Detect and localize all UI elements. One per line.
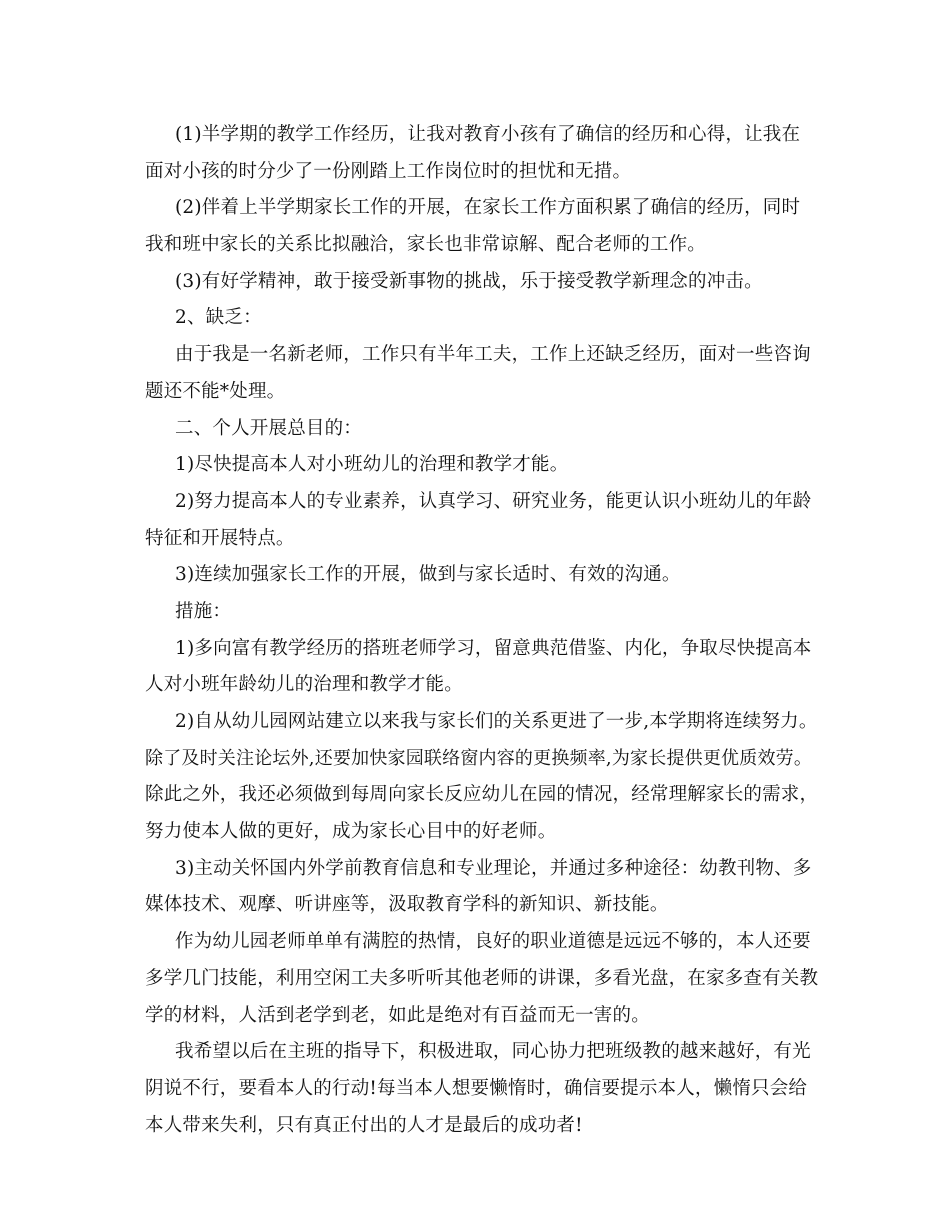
paragraph-line: 媒体技术、观摩、听讲座等，汲取教育学科的新知识、新技能。 <box>145 894 669 916</box>
paragraph-line: (2)伴着上半学期家长工作的开展，在家长工作方面积累了确信的经历，同时 <box>175 197 801 219</box>
paragraph-line: 2)努力提高本人的专业素养，认真学习、研究业务，能更认识小班幼儿的年龄 <box>175 490 812 512</box>
paragraph-line: 学的材料，人活到老学到老，如此是绝对有百益而无一害的。 <box>145 1004 650 1026</box>
paragraph-line: 人对小班年龄幼儿的治理和教学才能。 <box>145 674 463 696</box>
paragraph-line: 面对小孩的时分少了一份刚踏上工作岗位时的担忧和无措。 <box>145 160 632 182</box>
paragraph-line: 特征和开展特点。 <box>145 527 295 549</box>
paragraph-line: (3)有好学精神，敢于接受新事物的挑战，乐于接受教学新理念的冲击。 <box>175 270 763 292</box>
paragraph-line: 除此之外，我还必须做到每周向家长反应幼儿在园的情况，经常理解家长的需求， <box>145 784 819 806</box>
paragraph-line: 1)尽快提高本人对小班幼儿的治理和教学才能。 <box>175 454 569 476</box>
paragraph-line: 1)多向富有教学经历的搭班老师学习，留意典范借鉴、内化，争取尽快提高本 <box>175 637 812 659</box>
paragraph-line: 阴说不行，要看本人的行动!每当本人想要懒惰时，确信要提示本人，懒惰只会给 <box>145 1077 808 1099</box>
section-heading: 措施： <box>175 600 232 622</box>
paragraph-line: 除了及时关注论坛外,还要加快家园联络窗内容的更换频率,为家长提供更优质效劳。 <box>145 747 813 769</box>
document-body <box>145 117 825 1144</box>
paragraph-line: 3)连续加强家长工作的开展，做到与家长适时、有效的沟通。 <box>175 564 681 586</box>
paragraph-line: 我希望以后在主班的指导下，积极进取，同心协力把班级教的越来越好，有光 <box>175 1041 811 1063</box>
section-heading: 2、缺乏： <box>175 307 262 329</box>
paragraph-line: 由于我是一名新老师，工作只有半年工夫，工作上还缺乏经历，面对一些咨询 <box>175 344 811 366</box>
paragraph-line: 努力使本人做的更好，成为家长心目中的好老师。 <box>145 821 557 843</box>
paragraph-line: 作为幼儿园老师单单有满腔的热情，良好的职业道德是远远不够的，本人还要 <box>175 931 811 953</box>
paragraph-line: 多学几门技能，利用空闲工夫多听听其他老师的讲课，多看光盘，在家多查有关教 <box>145 967 819 989</box>
paragraph-line: (1)半学期的教学工作经历，让我对教育小孩有了确信的经历和心得，让我在 <box>175 124 801 145</box>
section-heading: 二、个人开展总目的： <box>175 417 363 439</box>
paragraph-line: 3)主动关怀国内外学前教育信息和专业理论，并通过多种途径：幼教刊物、多 <box>175 857 812 879</box>
paragraph-line: 我和班中家长的关系比拟融洽，家长也非常谅解、配合老师的工作。 <box>145 234 707 256</box>
paragraph-line: 本人带来失利，只有真正付出的人才是最后的成功者! <box>145 1114 583 1136</box>
paragraph-line: 题还不能*处理。 <box>145 380 286 402</box>
paragraph-line: 2)自从幼儿园网站建立以来我与家长们的关系更进了一步,本学期将连续努力。 <box>175 711 818 732</box>
